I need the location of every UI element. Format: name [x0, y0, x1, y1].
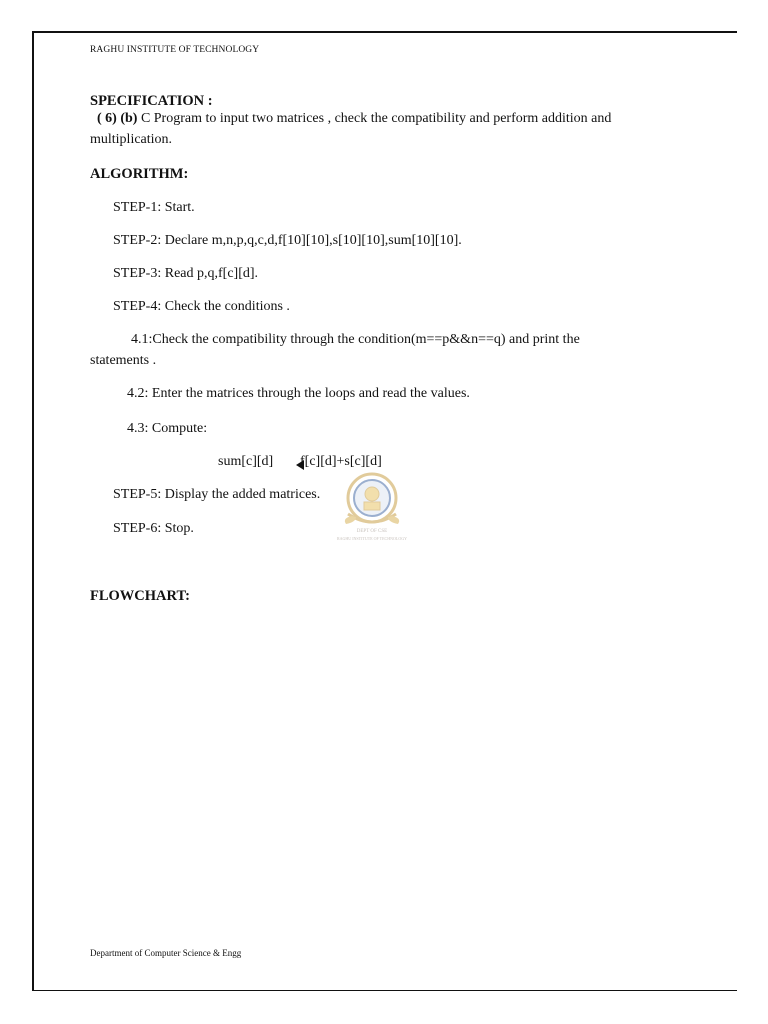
algorithm-step-1: STEP-1: Start. — [113, 200, 195, 215]
algorithm-step-6: STEP-6: Stop. — [113, 521, 194, 536]
algorithm-step-4: STEP-4: Check the conditions . — [113, 299, 290, 314]
specification-text: C Program to input two matrices , check the compatibility and perform addition and — [140, 111, 612, 126]
specification-line-1 — [97, 111, 611, 127]
algorithm-step-5: STEP-5: Display the added matrices. — [113, 487, 321, 502]
department-seal — [312, 470, 432, 546]
algorithm-substep-4-1-continued: statements . — [90, 353, 157, 368]
algorithm-substep-4-1: 4.1:Check the compatibility through the condition(m==p&&n==q) and print the — [131, 332, 580, 347]
algorithm-substep-4-3: 4.3: Compute: — [127, 421, 208, 436]
specification-number: ( 6) (b) — [97, 111, 138, 126]
algorithm-step-3: STEP-3: Read p,q,f[c][d]. — [113, 266, 259, 281]
algorithm-heading: ALGORITHM: — [90, 166, 189, 182]
formula-lhs: sum[c][d] — [218, 454, 274, 469]
seal-text-dept: DEPT OF CSE — [356, 529, 388, 534]
specification-heading: SPECIFICATION : — [90, 93, 213, 109]
formula-rhs: f[c][d]+s[c][d] — [300, 454, 382, 469]
seal-emblem-icon — [312, 470, 432, 530]
flowchart-heading: FLOWCHART: — [90, 588, 190, 604]
department-footer: Department of Computer Science & Engg — [90, 948, 242, 958]
algorithm-step-2: STEP-2: Declare m,n,p,q,c,d,f[10][10],s[10][10],sum[10][10]. — [113, 233, 462, 248]
algorithm-substep-4-2: 4.2: Enter the matrices through the loops and read the values. — [127, 386, 470, 401]
specification-line-2: multiplication. — [90, 132, 173, 147]
seal-text-institute: RAGHU INSTITUTE OF TECHNOLOGY — [336, 536, 408, 541]
institute-header: RAGHU INSTITUTE OF TECHNOLOGY — [90, 45, 260, 55]
